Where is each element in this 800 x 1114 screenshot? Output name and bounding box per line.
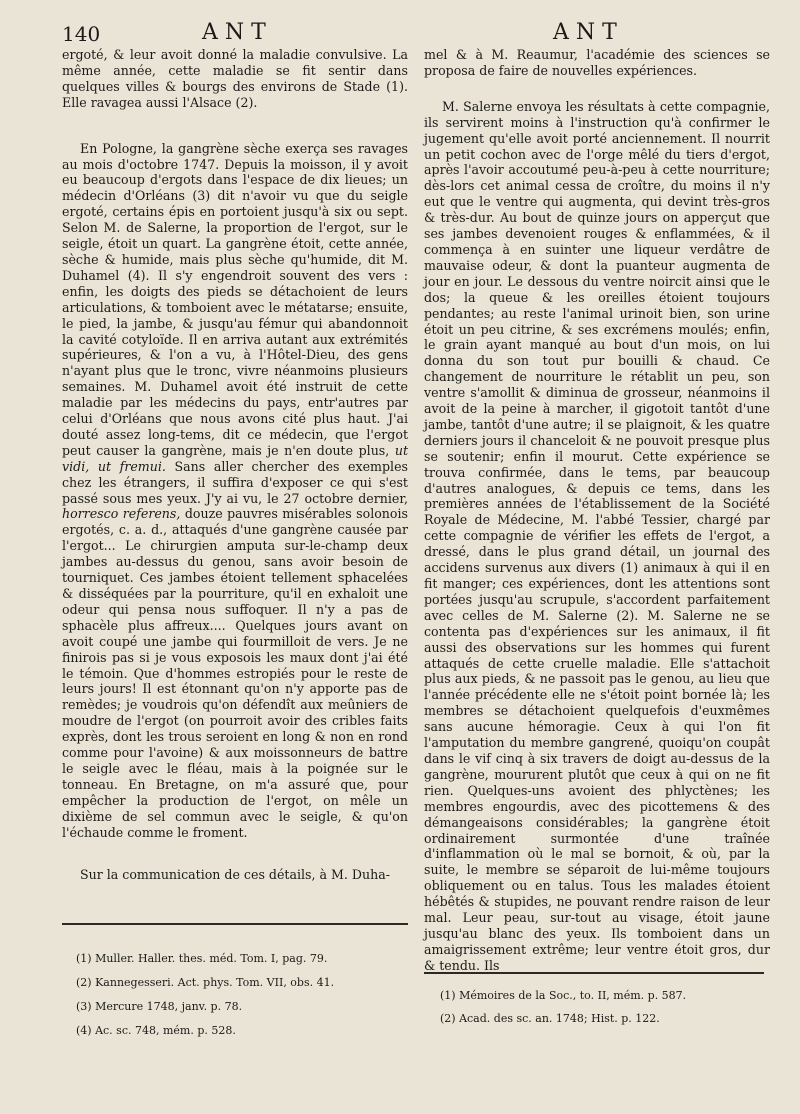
footnote: (4) Ac. sc. 748, mém. p. 528. [76,1024,236,1037]
page-number: 140 [62,22,101,46]
footnotes-right [440,988,686,1034]
paragraph: M. Salerne envoya les résultats à cette compagnie, ils servirent moins à l'instruction qu'à confirmer le jugement qu'elle avoit porté anciennement. Il nourrit un petit cochon avec de l'orge mêlé du tiers d'ergot, après l'avoir accoutumé peu-à-peu à cette nourriture; dès-lors cet animal cessa de croître, du moins il n'y eut que le ventre qui augmenta, qui devint très-gros & très-dur. Au bout de quinze jours on apperçut que ses jambes devenoient rouges & enflammées, & il commença à en suinter une liqueur verdâtre de mauvaise odeur, & dont la puanteur augmenta de jour en jour. Le dessous du ventre noircit ainsi que le dos; la queue & les oreilles étoient toujours pendantes; au reste l'animal urinoit bien, son urine étoit un peu citrine, & ses excrémens moulés; enfin, le grain ayant manqué au bout d'un mois, on lui donna du son tout pur bouilli & chaud. Ce changement de nourriture le rétablit un peu, son ventre s'amollit & diminua de grosseur, néanmoins il avoit de la peine à marcher, il gigotoit tantôt d'une jambe, tantôt d'une autre; il se plaignoit, & les quatre derniers jours il chanceloit & ne pouvoit presque plus se soutenir; enfin il mourut. Cette expérience se trouva confirmée, dans le tems, par beaucoup d'autres analogues, & depuis ce tems, dans les premières années de l'établissement de la Société Royale de Médecine, M. l'abbé Tessier, chargé par cette compagnie de vérifier les effets de l'ergot, a dressé, dans le plus grand détail, un journal des accidens survenus aux divers (1) animaux à qui il en fit manger; ces expériences, dont les attentions sont portées jusqu'au scrupule, s'accordent parfaitement avec celles de M. Salerne (2). M. Salerne ne se contenta pas d'expériences sur les animaux, il fit aussi des observations sur les hommes qui furent attaqués de cette cruelle maladie. Elle s'attachoit plus aux pieds, & ne passoit pas le genou, au lieu que l'année précédente elle ne s'étoit point bornée là; les membres se détachoient quelquefois d'euxmêmes sans aucune hémoragie. Ceux à qui l'on fit l'amputation du membre gangrené, quoiqu'on coupât dans le vif cinq à six travers de doigt au-dessus de la gangrène, moururent plutôt que ceux à qui on ne fit rien. Quelques-uns avoient des phlyctènes; les membres engourdis, avec des picottemens & des démangeaisons considérables; la gangrène étoit ordinairement surmontée d'une traînée d'inflammation où le mal se bornoit, & où, par la suite, le membre se séparoit de lui-même toujours obliquement ou en talus. Tous les malades étoient hébêtés & stupides, ne pouvant rendre raison de leur mal. Leur peau, sur-tout au visage, étoit jaune jusqu'au blanc des yeux. Ils tomboient dans un amaigrissement extrême; leur ventre étoit gros, dur & tendu. Ils [424,98,770,973]
paragraph: ergoté, & leur avoit donné la maladie convulsive. La même année, cette maladie se fit sentir dans quelques villes & bourgs des environs de Stade (1). Elle ravagea aussi l'Alsace (2). [62,47,408,110]
footnote-rule-right [424,972,764,974]
running-head-right: ANT [553,20,624,45]
paragraph: Sur la communication de ces détails, à M. Duha- [80,866,391,882]
footnote: (2) Kannegesseri. Act. phys. Tom. VII, obs. 41. [76,976,335,989]
footnote: (2) Acad. des sc. an. 1748; Hist. p. 122. [440,1012,660,1025]
right-column [424,47,770,974]
footnote-rule-left [62,923,408,925]
text-run: En Pologne, la gangrène sèche exerça ses ravages au mois d'octobre 1747. Depuis la moisson, il y avoit eu beaucoup d'ergots dans l'espace de dix lieues; un médecin d'Orléans (3) dit n'avoir vu que du seigle ergoté, certains épis en portoient jusqu'à six ou sept. Selon M. de Salerne, la proportion de l'ergot, sur le seigle, étoit un quart. La gangrène étoit, cette année, sèche & humide, mais plus sèche qu'humide, dit M. Duhamel (4). Il s'y engendroit souvent des vers : enfin, les doigts des pieds se détachoient de leurs articulations, & tomboient avec le métatarse; ensuite, le pied, la jambe, & jusqu'au fémur qui abandonnoit la cavité cotyloïde. Il en arriva autant aux extrémités supérieures, & l'on a vu, à l'Hôtel-Dieu, des gens n'ayant plus que le tronc, vivre néanmoins plusieurs semaines. M. Duhamel avoit été instruit de cette maladie par les médecins du pays, entr'autres par celui d'Orléans que nous avons cité plus haut. J'ai douté assez long-tems, dit ce médecin, que l'ergot peut causer la gangrène, mais je n'en doute plus, [62,140,408,458]
footnote: (1) Mémoires de la Soc., to. II, mém. p. 587. [440,989,687,1002]
text-run: douze pauvres misérables solonois ergotés, c. a. d., attaqués d'une gangrène causée par l'ergot... Le chirurgien amputa sur-le-champ deux jambes au-dessus du genou, sans avoir besoin de tourniquet. Ces jambes étoient tellement sphacelées & disséquées par la pourriture, qu'il en exhaloit une odeur qui pensa nous suffoquer. Il n'y a pas de sphacèle plus affreux.... Quelques jours avant on avoit coupé une jambe qui fourmilloit de vers. Je ne finirois pas si je vous exposois les maux dont j'ai été le témoin. Que d'hommes estropiés pour le reste de leurs jours! Il est étonnant qu'on n'y apporte pas de remèdes; je voudrois qu'on défendît aux meûniers de moudre de l'ergot (on pourroit avoir des cribles faits exprès, dont les trous seroient en long & non en rond comme pour l'avoine) & aux moissonneurs de battre le seigle avec le fléau, mais à la poignée sur le tonneau. En Bretagne, on m'a assuré que, pour empêcher la production de l'ergot, on mêle un dixième de sel commun avec le seigle, & qu'on l'échaude comme le froment. [62,506,408,840]
running-head-left: ANT [202,20,273,45]
paragraph [62,141,408,841]
left-column [62,47,408,882]
text-run: Sans aller chercher des exemples chez les étrangers, il suffira d'exposer ce qui s'est passé sous mes yeux. J'y ai vu, le 27 octobre dernier, [62,458,408,506]
italic-phrase: ut vidi, ut fremui. [62,442,408,474]
footnote: (1) Muller. Haller. thes. méd. Tom. I, pag. 79. [76,952,328,965]
paragraph: mel & à M. Reaumur, l'académie des sciences se proposa de faire de nouvelles expériences. [424,47,770,78]
footnote: (3) Mercure 1748, janv. p. 78. [76,1000,243,1013]
footnotes-left [76,951,334,1047]
italic-phrase: horresco referens, [62,506,181,522]
